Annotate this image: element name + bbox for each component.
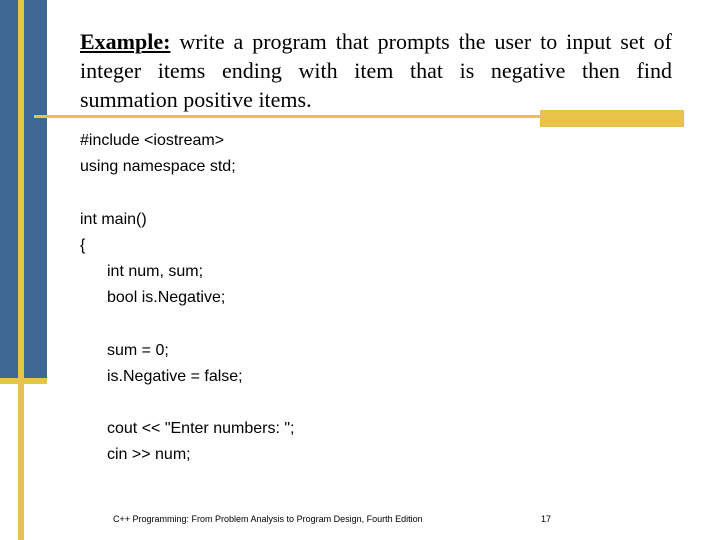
code-line: int main() bbox=[80, 210, 147, 228]
slide-title bbox=[80, 27, 672, 114]
sidebar-gold-line bbox=[18, 0, 24, 540]
title-rule-accent-block bbox=[540, 110, 684, 127]
slide-footer: C++ Programming: From Problem Analysis to Program Design, Fourth Edition bbox=[113, 514, 423, 524]
code-line: bool is.Negative; bbox=[107, 289, 226, 307]
code-line bbox=[80, 311, 640, 337]
code-block bbox=[80, 128, 640, 468]
code-line: int num, sum; bbox=[107, 262, 204, 280]
code-line bbox=[80, 180, 640, 206]
sidebar-decoration bbox=[0, 0, 47, 540]
code-line: is.Negative = false; bbox=[107, 367, 243, 385]
title-text: write a program that prompts the user to input set of integer items ending with item that is negative then find summation positive items. bbox=[80, 29, 672, 112]
code-line: { bbox=[80, 236, 86, 254]
title-label: Example: bbox=[80, 29, 171, 54]
code-line: cin >> num; bbox=[107, 446, 191, 464]
page-number: 17 bbox=[541, 514, 552, 524]
code-line: using namespace std; bbox=[80, 158, 236, 176]
code-line bbox=[80, 390, 640, 416]
code-line: cout << "Enter numbers: "; bbox=[107, 420, 295, 438]
code-line: #include <iostream> bbox=[80, 132, 225, 149]
code-line: sum = 0; bbox=[107, 341, 169, 359]
